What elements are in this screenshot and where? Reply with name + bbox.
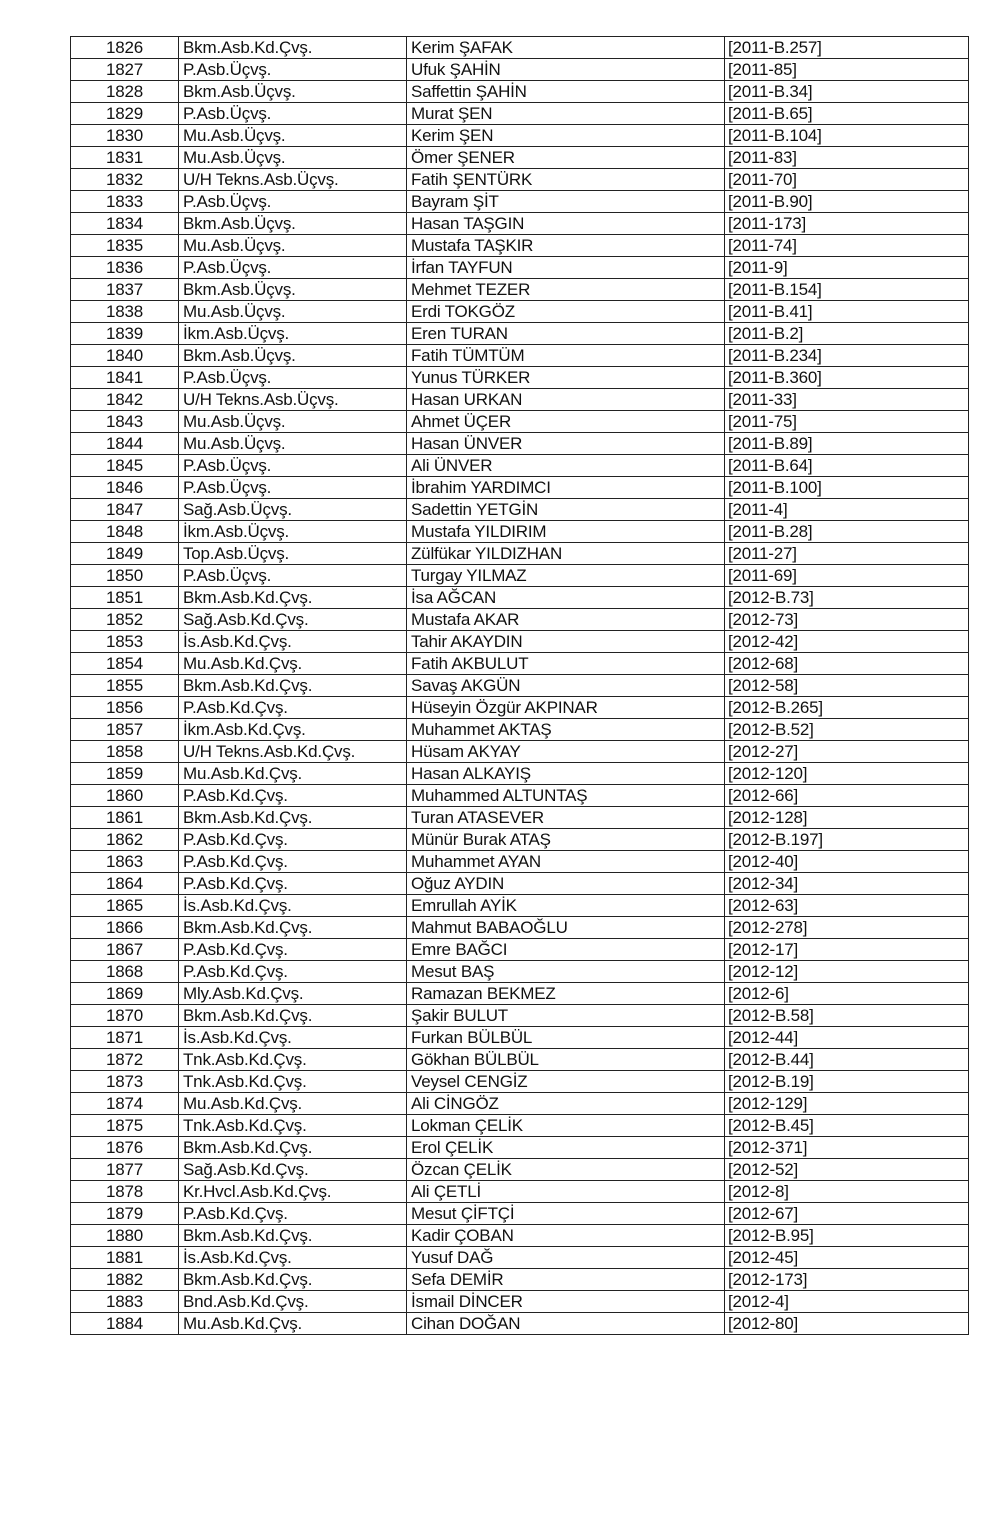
row-number: 1858 <box>71 741 179 763</box>
name-cell: Şakir BULUT <box>407 1005 725 1027</box>
table-row <box>71 1071 969 1093</box>
rank-cell: Bkm.Asb.Üçvş. <box>179 345 407 367</box>
name-cell: Fatih ŞENTÜRK <box>407 169 725 191</box>
rank-cell: İkm.Asb.Üçvş. <box>179 521 407 543</box>
name-cell: Yunus TÜRKER <box>407 367 725 389</box>
rank-cell: Bkm.Asb.Kd.Çvş. <box>179 1137 407 1159</box>
table-row <box>71 851 969 873</box>
reference-code-cell: [2011-9] <box>725 257 969 279</box>
name-cell: Mesut BAŞ <box>407 961 725 983</box>
row-number: 1852 <box>71 609 179 631</box>
rank-cell: P.Asb.Kd.Çvş. <box>179 697 407 719</box>
rank-cell: İkm.Asb.Kd.Çvş. <box>179 719 407 741</box>
reference-code-cell: [2012-42] <box>725 631 969 653</box>
reference-code-cell: [2012-17] <box>725 939 969 961</box>
table-row <box>71 631 969 653</box>
row-number: 1834 <box>71 213 179 235</box>
rank-cell: İs.Asb.Kd.Çvş. <box>179 1247 407 1269</box>
row-number: 1866 <box>71 917 179 939</box>
rank-cell: Bnd.Asb.Kd.Çvş. <box>179 1291 407 1313</box>
name-cell: Hasan ÜNVER <box>407 433 725 455</box>
reference-code-cell: [2012-B.44] <box>725 1049 969 1071</box>
rank-cell: Mu.Asb.Üçvş. <box>179 125 407 147</box>
rank-cell: İkm.Asb.Üçvş. <box>179 323 407 345</box>
table-row <box>71 1049 969 1071</box>
table-row <box>71 719 969 741</box>
table-row <box>71 961 969 983</box>
row-number: 1837 <box>71 279 179 301</box>
row-number: 1874 <box>71 1093 179 1115</box>
rank-cell: Tnk.Asb.Kd.Çvş. <box>179 1071 407 1093</box>
rank-cell: P.Asb.Üçvş. <box>179 191 407 213</box>
rank-cell: P.Asb.Üçvş. <box>179 455 407 477</box>
row-number: 1875 <box>71 1115 179 1137</box>
row-number: 1871 <box>71 1027 179 1049</box>
row-number: 1847 <box>71 499 179 521</box>
name-cell: Mustafa YILDIRIM <box>407 521 725 543</box>
name-cell: Hüseyin Özgür AKPINAR <box>407 697 725 719</box>
document-page <box>70 36 968 1335</box>
name-cell: Emrullah AYİK <box>407 895 725 917</box>
row-number: 1857 <box>71 719 179 741</box>
rank-cell: İs.Asb.Kd.Çvş. <box>179 631 407 653</box>
reference-code-cell: [2011-B.90] <box>725 191 969 213</box>
name-cell: Zülfükar YILDIZHAN <box>407 543 725 565</box>
row-number: 1868 <box>71 961 179 983</box>
reference-code-cell: [2011-B.89] <box>725 433 969 455</box>
reference-code-cell: [2011-B.64] <box>725 455 969 477</box>
name-cell: Turgay YILMAZ <box>407 565 725 587</box>
reference-code-cell: [2012-4] <box>725 1291 969 1313</box>
table-row <box>71 301 969 323</box>
reference-code-cell: [2012-B.45] <box>725 1115 969 1137</box>
row-number: 1869 <box>71 983 179 1005</box>
reference-code-cell: [2012-73] <box>725 609 969 631</box>
name-cell: Fatih AKBULUT <box>407 653 725 675</box>
name-cell: Kerim ŞAFAK <box>407 37 725 59</box>
row-number: 1878 <box>71 1181 179 1203</box>
reference-code-cell: [2012-8] <box>725 1181 969 1203</box>
name-cell: Ramazan BEKMEZ <box>407 983 725 1005</box>
personnel-table <box>70 36 969 1335</box>
row-number: 1843 <box>71 411 179 433</box>
reference-code-cell: [2011-B.41] <box>725 301 969 323</box>
name-cell: Fatih TÜMTÜM <box>407 345 725 367</box>
rank-cell: U/H Tekns.Asb.Kd.Çvş. <box>179 741 407 763</box>
name-cell: Furkan BÜLBÜL <box>407 1027 725 1049</box>
rank-cell: P.Asb.Kd.Çvş. <box>179 873 407 895</box>
row-number: 1862 <box>71 829 179 851</box>
table-row <box>71 1115 969 1137</box>
table-row <box>71 1137 969 1159</box>
rank-cell: İs.Asb.Kd.Çvş. <box>179 1027 407 1049</box>
name-cell: Mehmet TEZER <box>407 279 725 301</box>
reference-code-cell: [2011-B.154] <box>725 279 969 301</box>
table-row <box>71 389 969 411</box>
table-row <box>71 1247 969 1269</box>
table-row <box>71 653 969 675</box>
table-row <box>71 1291 969 1313</box>
row-number: 1835 <box>71 235 179 257</box>
reference-code-cell: [2011-B.360] <box>725 367 969 389</box>
table-row <box>71 235 969 257</box>
reference-code-cell: [2011-33] <box>725 389 969 411</box>
name-cell: Kadir ÇOBAN <box>407 1225 725 1247</box>
name-cell: Erol ÇELİK <box>407 1137 725 1159</box>
row-number: 1856 <box>71 697 179 719</box>
reference-code-cell: [2012-6] <box>725 983 969 1005</box>
row-number: 1831 <box>71 147 179 169</box>
rank-cell: P.Asb.Kd.Çvş. <box>179 961 407 983</box>
name-cell: Lokman ÇELİK <box>407 1115 725 1137</box>
name-cell: Hasan ALKAYIŞ <box>407 763 725 785</box>
table-row <box>71 1093 969 1115</box>
table-row <box>71 565 969 587</box>
rank-cell: Tnk.Asb.Kd.Çvş. <box>179 1115 407 1137</box>
reference-code-cell: [2011-4] <box>725 499 969 521</box>
name-cell: Cihan DOĞAN <box>407 1313 725 1335</box>
reference-code-cell: [2011-83] <box>725 147 969 169</box>
name-cell: Ali ÇETLİ <box>407 1181 725 1203</box>
reference-code-cell: [2011-173] <box>725 213 969 235</box>
row-number: 1848 <box>71 521 179 543</box>
table-row <box>71 499 969 521</box>
name-cell: İbrahim YARDIMCI <box>407 477 725 499</box>
name-cell: Turan ATASEVER <box>407 807 725 829</box>
rank-cell: P.Asb.Üçvş. <box>179 103 407 125</box>
name-cell: Ahmet ÜÇER <box>407 411 725 433</box>
name-cell: İsmail DİNCER <box>407 1291 725 1313</box>
table-row <box>71 1005 969 1027</box>
table-row <box>71 1269 969 1291</box>
rank-cell: Bkm.Asb.Üçvş. <box>179 279 407 301</box>
name-cell: Sefa DEMİR <box>407 1269 725 1291</box>
rank-cell: Sağ.Asb.Üçvş. <box>179 499 407 521</box>
table-row <box>71 521 969 543</box>
row-number: 1830 <box>71 125 179 147</box>
table-row <box>71 983 969 1005</box>
name-cell: Murat ŞEN <box>407 103 725 125</box>
rank-cell: P.Asb.Üçvş. <box>179 477 407 499</box>
row-number: 1883 <box>71 1291 179 1313</box>
reference-code-cell: [2012-44] <box>725 1027 969 1049</box>
rank-cell: Bkm.Asb.Kd.Çvş. <box>179 675 407 697</box>
reference-code-cell: [2012-66] <box>725 785 969 807</box>
row-number: 1860 <box>71 785 179 807</box>
row-number: 1846 <box>71 477 179 499</box>
rank-cell: U/H Tekns.Asb.Üçvş. <box>179 389 407 411</box>
row-number: 1884 <box>71 1313 179 1335</box>
row-number: 1844 <box>71 433 179 455</box>
reference-code-cell: [2011-75] <box>725 411 969 433</box>
name-cell: Sadettin YETGİN <box>407 499 725 521</box>
rank-cell: Bkm.Asb.Üçvş. <box>179 81 407 103</box>
reference-code-cell: [2012-52] <box>725 1159 969 1181</box>
row-number: 1859 <box>71 763 179 785</box>
table-row <box>71 279 969 301</box>
name-cell: Veysel CENGİZ <box>407 1071 725 1093</box>
rank-cell: P.Asb.Kd.Çvş. <box>179 939 407 961</box>
name-cell: Oğuz AYDIN <box>407 873 725 895</box>
table-row <box>71 1203 969 1225</box>
name-cell: Bayram ŞİT <box>407 191 725 213</box>
rank-cell: U/H Tekns.Asb.Üçvş. <box>179 169 407 191</box>
row-number: 1867 <box>71 939 179 961</box>
row-number: 1840 <box>71 345 179 367</box>
rank-cell: Mu.Asb.Kd.Çvş. <box>179 1093 407 1115</box>
row-number: 1833 <box>71 191 179 213</box>
row-number: 1842 <box>71 389 179 411</box>
table-row <box>71 587 969 609</box>
row-number: 1882 <box>71 1269 179 1291</box>
rank-cell: Mu.Asb.Üçvş. <box>179 147 407 169</box>
table-row <box>71 675 969 697</box>
table-row <box>71 741 969 763</box>
table-row <box>71 323 969 345</box>
row-number: 1864 <box>71 873 179 895</box>
row-number: 1826 <box>71 37 179 59</box>
reference-code-cell: [2012-12] <box>725 961 969 983</box>
reference-code-cell: [2012-173] <box>725 1269 969 1291</box>
reference-code-cell: [2011-B.234] <box>725 345 969 367</box>
reference-code-cell: [2012-80] <box>725 1313 969 1335</box>
table-row <box>71 433 969 455</box>
reference-code-cell: [2012-120] <box>725 763 969 785</box>
rank-cell: İs.Asb.Kd.Çvş. <box>179 895 407 917</box>
rank-cell: Bkm.Asb.Kd.Çvş. <box>179 37 407 59</box>
rank-cell: Top.Asb.Üçvş. <box>179 543 407 565</box>
name-cell: Ömer ŞENER <box>407 147 725 169</box>
row-number: 1851 <box>71 587 179 609</box>
table-row <box>71 1027 969 1049</box>
table-row <box>71 763 969 785</box>
row-number: 1827 <box>71 59 179 81</box>
row-number: 1876 <box>71 1137 179 1159</box>
table-row <box>71 543 969 565</box>
rank-cell: P.Asb.Üçvş. <box>179 367 407 389</box>
row-number: 1836 <box>71 257 179 279</box>
reference-code-cell: [2012-B.197] <box>725 829 969 851</box>
reference-code-cell: [2011-B.257] <box>725 37 969 59</box>
rank-cell: P.Asb.Üçvş. <box>179 565 407 587</box>
table-row <box>71 873 969 895</box>
reference-code-cell: [2011-B.34] <box>725 81 969 103</box>
rank-cell: Bkm.Asb.Kd.Çvş. <box>179 917 407 939</box>
name-cell: Özcan ÇELİK <box>407 1159 725 1181</box>
reference-code-cell: [2011-85] <box>725 59 969 81</box>
reference-code-cell: [2012-58] <box>725 675 969 697</box>
name-cell: Kerim ŞEN <box>407 125 725 147</box>
table-row <box>71 895 969 917</box>
row-number: 1832 <box>71 169 179 191</box>
reference-code-cell: [2012-B.58] <box>725 1005 969 1027</box>
reference-code-cell: [2012-B.73] <box>725 587 969 609</box>
table-row <box>71 125 969 147</box>
reference-code-cell: [2012-67] <box>725 1203 969 1225</box>
reference-code-cell: [2012-63] <box>725 895 969 917</box>
table-row <box>71 1181 969 1203</box>
reference-code-cell: [2012-40] <box>725 851 969 873</box>
rank-cell: Sağ.Asb.Kd.Çvş. <box>179 1159 407 1181</box>
rank-cell: Bkm.Asb.Kd.Çvş. <box>179 807 407 829</box>
row-number: 1849 <box>71 543 179 565</box>
name-cell: Muhammet AKTAŞ <box>407 719 725 741</box>
rank-cell: Mly.Asb.Kd.Çvş. <box>179 983 407 1005</box>
table-row <box>71 455 969 477</box>
row-number: 1872 <box>71 1049 179 1071</box>
rank-cell: Mu.Asb.Üçvş. <box>179 433 407 455</box>
name-cell: Mustafa TAŞKIR <box>407 235 725 257</box>
name-cell: Erdi TOKGÖZ <box>407 301 725 323</box>
reference-code-cell: [2011-70] <box>725 169 969 191</box>
rank-cell: Bkm.Asb.Üçvş. <box>179 213 407 235</box>
reference-code-cell: [2012-B.52] <box>725 719 969 741</box>
table-row <box>71 939 969 961</box>
table-row <box>71 257 969 279</box>
name-cell: Ufuk ŞAHİN <box>407 59 725 81</box>
rank-cell: Tnk.Asb.Kd.Çvş. <box>179 1049 407 1071</box>
reference-code-cell: [2011-B.65] <box>725 103 969 125</box>
reference-code-cell: [2012-278] <box>725 917 969 939</box>
reference-code-cell: [2011-B.104] <box>725 125 969 147</box>
reference-code-cell: [2012-34] <box>725 873 969 895</box>
rank-cell: P.Asb.Kd.Çvş. <box>179 829 407 851</box>
row-number: 1877 <box>71 1159 179 1181</box>
reference-code-cell: [2011-B.2] <box>725 323 969 345</box>
table-row <box>71 345 969 367</box>
table-row <box>71 411 969 433</box>
table-row <box>71 829 969 851</box>
name-cell: Hasan TAŞGIN <box>407 213 725 235</box>
reference-code-cell: [2011-27] <box>725 543 969 565</box>
name-cell: Ali CİNGÖZ <box>407 1093 725 1115</box>
name-cell: Yusuf DAĞ <box>407 1247 725 1269</box>
rank-cell: Mu.Asb.Üçvş. <box>179 235 407 257</box>
reference-code-cell: [2011-69] <box>725 565 969 587</box>
row-number: 1865 <box>71 895 179 917</box>
name-cell: Eren TURAN <box>407 323 725 345</box>
table-row <box>71 81 969 103</box>
row-number: 1855 <box>71 675 179 697</box>
row-number: 1839 <box>71 323 179 345</box>
name-cell: Mesut ÇİFTÇİ <box>407 1203 725 1225</box>
table-row <box>71 1159 969 1181</box>
reference-code-cell: [2012-B.95] <box>725 1225 969 1247</box>
rank-cell: Kr.Hvcl.Asb.Kd.Çvş. <box>179 1181 407 1203</box>
table-row <box>71 1225 969 1247</box>
reference-code-cell: [2012-129] <box>725 1093 969 1115</box>
reference-code-cell: [2012-128] <box>725 807 969 829</box>
row-number: 1850 <box>71 565 179 587</box>
table-row <box>71 191 969 213</box>
name-cell: Muhammed ALTUNTAŞ <box>407 785 725 807</box>
row-number: 1845 <box>71 455 179 477</box>
table-row <box>71 609 969 631</box>
rank-cell: Bkm.Asb.Kd.Çvş. <box>179 1225 407 1247</box>
rank-cell: Mu.Asb.Kd.Çvş. <box>179 1313 407 1335</box>
reference-code-cell: [2012-27] <box>725 741 969 763</box>
personnel-table-body <box>71 37 969 1335</box>
table-row <box>71 147 969 169</box>
row-number: 1841 <box>71 367 179 389</box>
name-cell: Mustafa AKAR <box>407 609 725 631</box>
table-row <box>71 169 969 191</box>
name-cell: Hüsam AKYAY <box>407 741 725 763</box>
rank-cell: P.Asb.Üçvş. <box>179 257 407 279</box>
row-number: 1880 <box>71 1225 179 1247</box>
rank-cell: Mu.Asb.Üçvş. <box>179 411 407 433</box>
table-row <box>71 785 969 807</box>
reference-code-cell: [2012-45] <box>725 1247 969 1269</box>
table-row <box>71 103 969 125</box>
reference-code-cell: [2012-B.19] <box>725 1071 969 1093</box>
name-cell: İrfan TAYFUN <box>407 257 725 279</box>
table-row <box>71 1313 969 1335</box>
reference-code-cell: [2011-B.28] <box>725 521 969 543</box>
reference-code-cell: [2012-68] <box>725 653 969 675</box>
row-number: 1854 <box>71 653 179 675</box>
table-row <box>71 367 969 389</box>
row-number: 1828 <box>71 81 179 103</box>
name-cell: Mahmut BABAOĞLU <box>407 917 725 939</box>
rank-cell: Bkm.Asb.Kd.Çvş. <box>179 1269 407 1291</box>
table-row <box>71 59 969 81</box>
reference-code-cell: [2012-B.265] <box>725 697 969 719</box>
table-row <box>71 477 969 499</box>
reference-code-cell: [2011-B.100] <box>725 477 969 499</box>
row-number: 1861 <box>71 807 179 829</box>
row-number: 1838 <box>71 301 179 323</box>
rank-cell: P.Asb.Üçvş. <box>179 59 407 81</box>
name-cell: Ali ÜNVER <box>407 455 725 477</box>
rank-cell: Bkm.Asb.Kd.Çvş. <box>179 587 407 609</box>
rank-cell: P.Asb.Kd.Çvş. <box>179 851 407 873</box>
name-cell: Tahir AKAYDIN <box>407 631 725 653</box>
row-number: 1870 <box>71 1005 179 1027</box>
row-number: 1879 <box>71 1203 179 1225</box>
row-number: 1873 <box>71 1071 179 1093</box>
row-number: 1853 <box>71 631 179 653</box>
name-cell: Münür Burak ATAŞ <box>407 829 725 851</box>
name-cell: Hasan URKAN <box>407 389 725 411</box>
row-number: 1881 <box>71 1247 179 1269</box>
name-cell: Muhammet AYAN <box>407 851 725 873</box>
rank-cell: P.Asb.Kd.Çvş. <box>179 785 407 807</box>
row-number: 1829 <box>71 103 179 125</box>
table-row <box>71 917 969 939</box>
rank-cell: P.Asb.Kd.Çvş. <box>179 1203 407 1225</box>
rank-cell: Bkm.Asb.Kd.Çvş. <box>179 1005 407 1027</box>
reference-code-cell: [2011-74] <box>725 235 969 257</box>
rank-cell: Mu.Asb.Kd.Çvş. <box>179 763 407 785</box>
name-cell: İsa AĞCAN <box>407 587 725 609</box>
reference-code-cell: [2012-371] <box>725 1137 969 1159</box>
table-row <box>71 697 969 719</box>
table-row <box>71 807 969 829</box>
rank-cell: Mu.Asb.Kd.Çvş. <box>179 653 407 675</box>
name-cell: Savaş AKGÜN <box>407 675 725 697</box>
name-cell: Emre BAĞCI <box>407 939 725 961</box>
name-cell: Saffettin ŞAHİN <box>407 81 725 103</box>
name-cell: Gökhan BÜLBÜL <box>407 1049 725 1071</box>
rank-cell: Sağ.Asb.Kd.Çvş. <box>179 609 407 631</box>
rank-cell: Mu.Asb.Üçvş. <box>179 301 407 323</box>
row-number: 1863 <box>71 851 179 873</box>
table-row <box>71 37 969 59</box>
table-row <box>71 213 969 235</box>
